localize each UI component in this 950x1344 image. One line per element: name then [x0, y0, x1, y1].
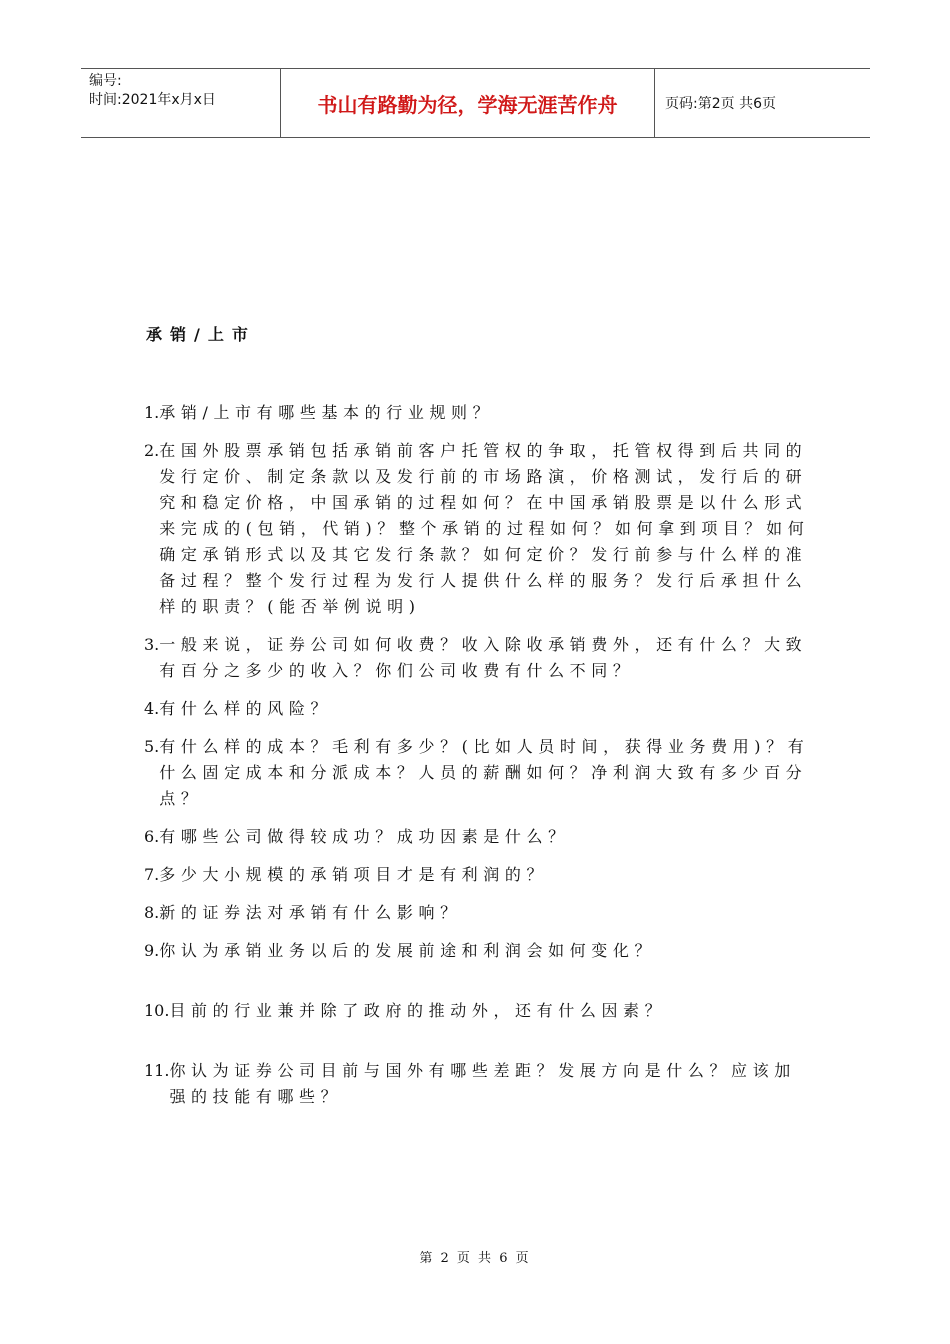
question-item	[144, 1058, 812, 1110]
page-footer: 第 2 页 共 6 页	[419, 1251, 531, 1266]
section-title: 承销/上市	[146, 325, 256, 344]
question-text: 你认为承销业务以后的发展前途和利润会如何变化？	[159, 941, 657, 960]
question-item	[144, 696, 812, 722]
question-number: 2.	[144, 441, 160, 460]
question-text: 目前的行业兼并除了政府的推动外，还有什么因素？	[169, 1001, 667, 1020]
question-text: 有什么样的成本？毛利有多少？(比如人员时间，获得业务费用)？有什么固定成本和分派成本？人员的薪酬如何？净利润大致有多少百分点？	[159, 737, 810, 808]
question-item	[144, 998, 812, 1024]
question-item	[144, 438, 812, 620]
question-number: 8.	[144, 903, 160, 922]
question-number: 9.	[144, 941, 160, 960]
question-text: 你认为证券公司目前与国外有哪些差距？发展方向是什么？应该加强的技能有哪些？	[169, 1061, 796, 1106]
question-item	[144, 400, 812, 426]
question-number: 4.	[144, 699, 160, 718]
question-text: 有什么样的风险？	[159, 699, 333, 718]
question-item	[144, 938, 812, 964]
question-item	[144, 900, 812, 926]
question-item	[144, 862, 812, 888]
question-item	[144, 824, 812, 850]
question-number: 11.	[144, 1061, 170, 1080]
header-motto: 书山有路勤为径，学海无涯苦作舟	[281, 69, 655, 137]
question-text: 在国外股票承销包括承销前客户托管权的争取，托管权得到后共同的发行定价、制定条款以及发行前的市场路演，价格测试，发行后的研究和稳定价格，中国承销的过程如何？在中国承销股票是以什么形式来完成的(包销，代销)？整个承销的过程如何？如何拿到项目？如何确定承销形式以及其它发行条款？如何定价？发行前参与什么样的准备过程？整个发行过程为发行人提供什么样的服务？发行后承担什么样的职责？(能否举例说明)	[159, 441, 810, 616]
question-item	[144, 632, 812, 684]
header-meta	[81, 69, 281, 137]
time-label: 时间:2021年x月x日	[89, 92, 216, 108]
question-list	[144, 400, 812, 1122]
question-number: 7.	[144, 865, 160, 884]
question-number: 1.	[144, 403, 160, 422]
question-text: 有哪些公司做得较成功？成功因素是什么？	[159, 827, 570, 846]
question-text: 新的证券法对承销有什么影响？	[159, 903, 462, 922]
number-label: 编号:	[89, 73, 122, 89]
question-text: 一般来说，证券公司如何收费？收入除收承销费外，还有什么？大致有百分之多少的收入？你们公司收费有什么不同？	[159, 635, 808, 680]
question-text: 承销/上市有哪些基本的行业规则？	[159, 403, 495, 422]
header-page-info: 页码:第2页 共6页	[665, 96, 776, 112]
document-header	[81, 68, 870, 138]
question-number: 3.	[144, 635, 160, 654]
question-number: 10.	[144, 1001, 170, 1020]
question-number: 6.	[144, 827, 160, 846]
question-number: 5.	[144, 737, 160, 756]
question-text: 多少大小规模的承销项目才是有利润的？	[159, 865, 549, 884]
question-item	[144, 734, 812, 812]
